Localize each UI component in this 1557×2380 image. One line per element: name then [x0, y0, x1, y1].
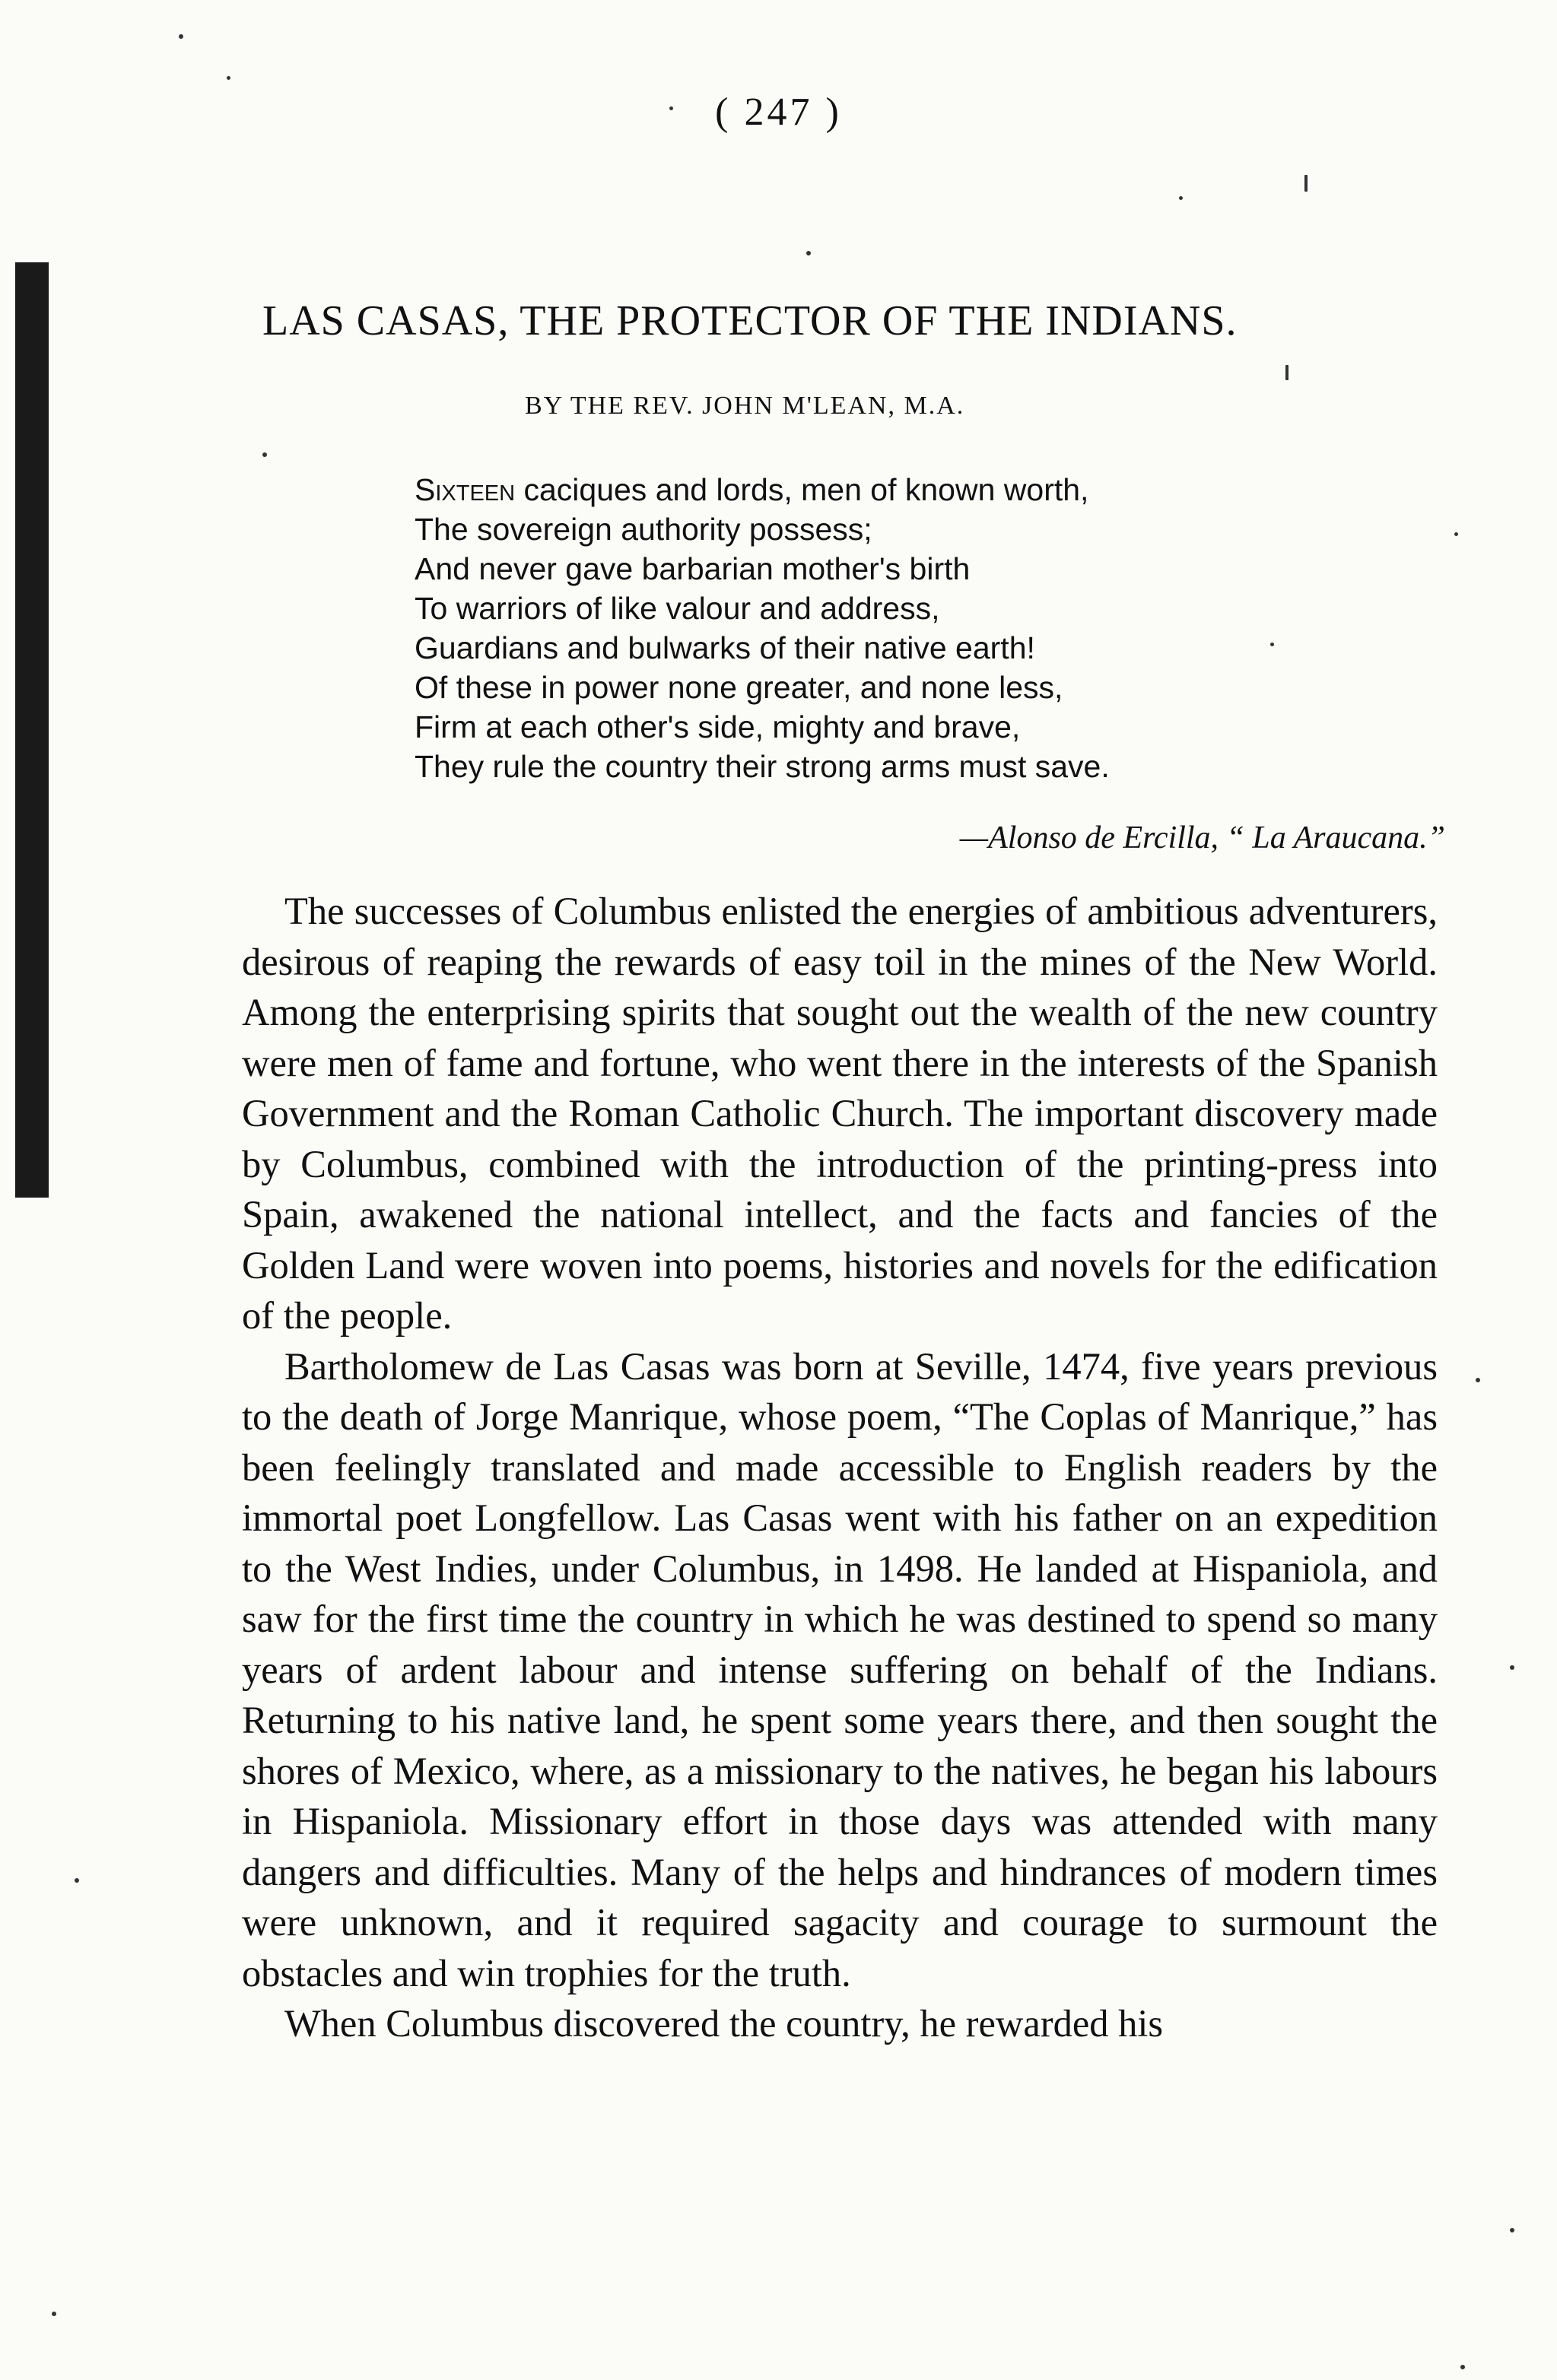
epigraph-poem	[415, 470, 1266, 786]
poem-line: They rule the country their strong arms must save.	[415, 749, 1110, 784]
author-byline: BY THE REV. JOHN M'LEAN, M.A.	[525, 392, 965, 420]
body-paragraph: Bartholomew de Las Casas was born at Seville, 1474, five years previous to the death of Jorge Manrique, whose poem, “The Coplas of Manrique,” has been feelingly translated and made accessible to English readers by the immortal poet Longfellow. Las Casas went with his father on an expedition to the West Indies, under Columbus, in 1498. He landed at Hispaniola, and saw for the first time the country in which he was destined to spend so many years of ardent labour and intense suffering on behalf of the Indians. Returning to his native land, he spent some years there, and then sought the shores of Mexico, where, as a missionary to the natives, he began his labours in Hispaniola. Missionary effort in those days was attended with many dangers and difficulties. Many of the helps and hindrances of modern times were unknown, and it required sagacity and courage to surmount the obstacles and win trophies for the truth.	[242, 1344, 1438, 1994]
poem-line	[415, 470, 1266, 509]
body-paragraph: When Columbus discovered the country, he rewarded his	[284, 2002, 1164, 2045]
scan-speck	[227, 76, 230, 80]
poem-line: Guardians and bulwarks of their native earth!	[415, 630, 1035, 665]
article-title: LAS CASAS, THE PROTECTOR OF THE INDIANS.	[262, 297, 1238, 344]
scan-speck	[75, 1878, 79, 1883]
scan-speck	[1285, 365, 1288, 380]
body-paragraph: The successes of Columbus enlisted the energies of ambitious adventurers, desirous of reaping the rewards of easy toil in the mines of the New World. Among the enterprising spirits that sought out the wealth of the new country were men of fame and fortune, who went there in the interests of the Spanish Government and the Roman Catholic Church. The important discovery made by Columbus, combined with the introduction of the printing-press into Spain, awakened the national intellect, and the facts and fancies of the Golden Land were woven into poems, histories and novels for the edification of the people.	[242, 890, 1438, 1337]
poem-line: To warriors of like valour and address,	[415, 591, 940, 626]
poem-line: Of these in power none greater, and none less,	[415, 670, 1063, 705]
scan-speck	[179, 34, 183, 39]
scan-speck	[1270, 643, 1274, 646]
scan-speck	[1510, 1665, 1514, 1670]
poem-line: And never gave barbarian mother's birth	[415, 551, 971, 586]
scan-speck	[669, 106, 673, 110]
poem-line-text: caciques and lords, men of known worth,	[515, 472, 1089, 507]
epigraph-attribution: —Alonso de Ercilla, “ La Araucana.”	[959, 820, 1445, 855]
scan-speck	[1510, 2228, 1514, 2232]
article-body	[242, 886, 1438, 2049]
poem-first-word: Sixteen	[415, 472, 516, 507]
scan-speck	[1454, 532, 1458, 536]
scan-speck	[1460, 2365, 1465, 2369]
scan-speck	[806, 251, 811, 255]
scan-speck	[262, 452, 267, 457]
scan-speck	[1476, 1378, 1480, 1382]
poem-line: Firm at each other's side, mighty and brave,	[415, 709, 1021, 744]
poem-line: The sovereign authority possess;	[415, 512, 872, 547]
binding-margin-strip	[15, 262, 49, 1198]
scan-speck	[52, 2312, 56, 2316]
scan-speck	[1179, 196, 1183, 200]
scan-speck	[1304, 175, 1308, 192]
page-number: ( 247 )	[715, 90, 842, 134]
